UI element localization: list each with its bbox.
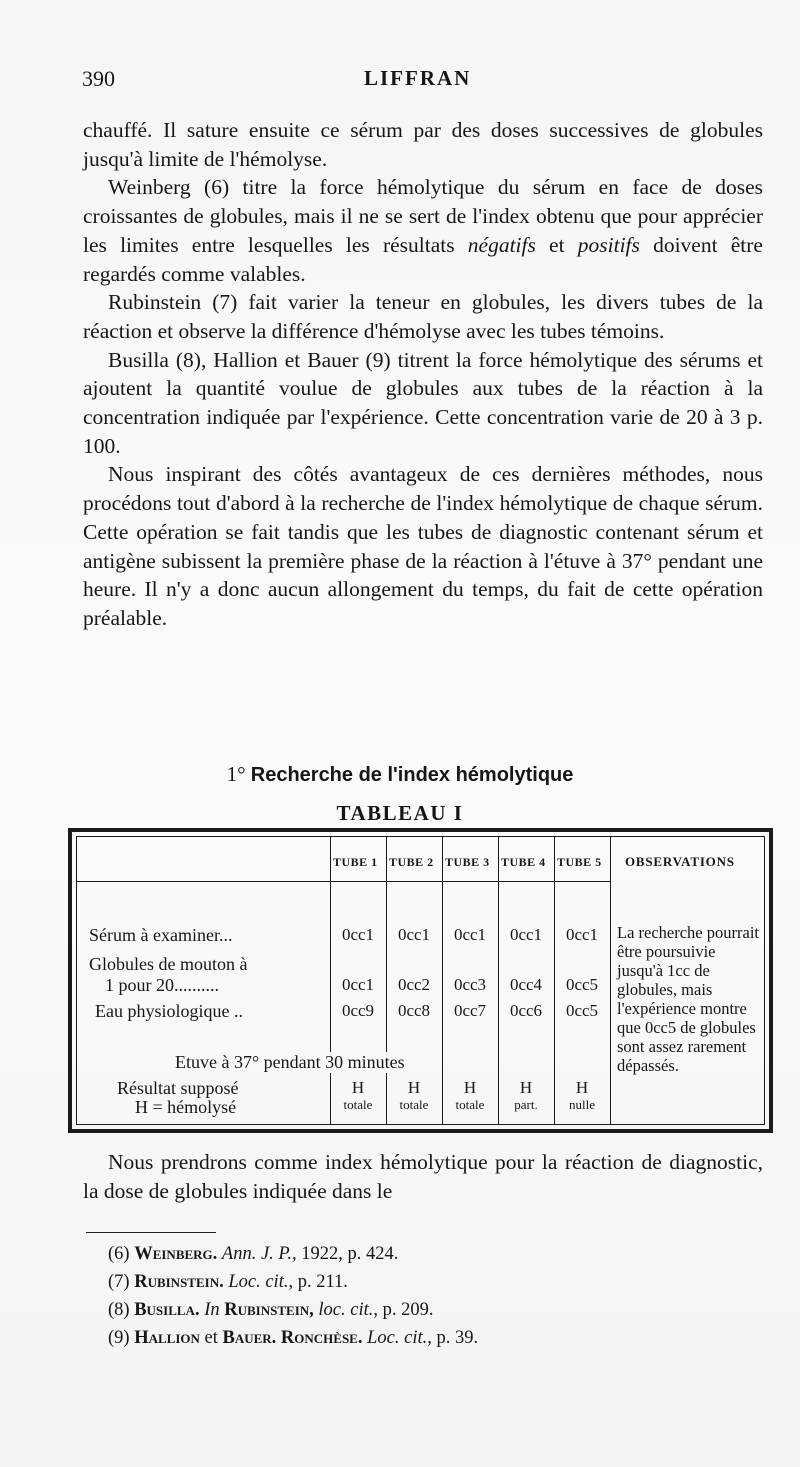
row-label-eau: Eau physiologique .. (95, 1001, 243, 1021)
table-cell: 0cc1 (341, 925, 375, 944)
table-cell: 0cc1 (565, 925, 599, 944)
paragraph-closing: Nous prendrons comme index hémolytique pour la réaction de diagnostic, la dose de globules indiquée dans le (83, 1150, 763, 1203)
header-observations: OBSERVATIONS (625, 854, 735, 869)
header-tube-4: TUBE 4 (501, 855, 546, 869)
table-cell: 0cc4 (509, 975, 543, 994)
section-title: 1° Recherche de l'index hémolytique (226, 762, 574, 786)
table-cell: 0cc1 (453, 925, 487, 944)
result-cell: H totale (455, 1078, 485, 1112)
table-cell: 0cc3 (453, 975, 487, 994)
footnote-rule (86, 1232, 216, 1233)
row-label-serum: Sérum à examiner... (89, 925, 233, 945)
table-cell: 0cc5 (565, 1001, 599, 1020)
result-label: Résultat supposé (117, 1078, 239, 1098)
paragraph-weinberg: Weinberg (6) titre la force hémolytique du sérum en face de doses croissantes de globules, mais il ne se sert de l'index obtenu que pour apprécier les limites entre lesquelles les résultats négatifs et positifs doivent être regardés comme valables. (83, 175, 763, 286)
page-header (82, 66, 772, 96)
body-text-bottom (83, 1148, 763, 1205)
row-label-globules: Globules de mouton à (89, 954, 248, 974)
footnote: (7) Rubinstein. Loc. cit., p. 211. (108, 1272, 348, 1292)
footnotes (108, 1240, 748, 1352)
table-cell: 0cc5 (565, 975, 599, 994)
table-cell: 0cc6 (509, 1001, 543, 1020)
paragraph-rubinstein: Rubinstein (7) fait varier la teneur en globules, les divers tubes de la réaction et observe la différence d'hémolyse avec les tubes témoins. (83, 290, 763, 343)
footnote: (9) Hallion et Bauer. Ronchèse. Loc. cit., p. 39. (108, 1328, 479, 1348)
running-head: LIFFRAN (364, 66, 472, 90)
data-table (68, 828, 773, 1133)
row-label-globules-2: 1 pour 20.......... (105, 975, 219, 995)
paragraph-method: Nous inspirant des côtés avantageux de ces dernières méthodes, nous procédons tout d'abord à la recherche de l'index hémolytique de chaque sérum. Cette opération se fait tandis que les tubes de diagnostic contenant sérum et antigène subissent la première phase de la réaction à l'étuve à 37° pendant une heure. Il n'y a donc aucun allongement du temps, du fait de cette opération préalable. (83, 462, 763, 630)
result-cell: H nulle (569, 1078, 595, 1112)
table-title: TABLEAU I (336, 801, 464, 825)
result-cell: H part. (514, 1078, 538, 1112)
observations-text: La recherche pourrait être poursuivie jusqu'à 1cc de globules, mais l'expérience montre que 0cc5 de globules sont assez rarement dépassés. (617, 923, 759, 1075)
header-tube-2: TUBE 2 (389, 855, 434, 869)
footnote: (6) Weinberg. Ann. J. P., 1922, p. 424. (108, 1244, 399, 1264)
result-cell: H totale (343, 1078, 373, 1112)
header-tube-5: TUBE 5 (557, 855, 602, 869)
paragraph-continued: chauffé. Il sature ensuite ce sérum par des doses successives de globules jusqu'à limite de l'hémolyse. (83, 118, 763, 171)
table-cell: 0cc8 (397, 1001, 431, 1020)
table-cell: 0cc9 (341, 1001, 375, 1020)
header-tube-1: TUBE 1 (333, 855, 378, 869)
body-text-top (83, 116, 763, 633)
table-cell: 0cc1 (509, 925, 543, 944)
result-cell: H totale (399, 1078, 429, 1112)
etuve-row: Etuve à 37° pendant 30 minutes (172, 1052, 408, 1073)
table-cell: 0cc1 (341, 975, 375, 994)
header-tube-3: TUBE 3 (445, 855, 490, 869)
paragraph-busilla: Busilla (8), Hallion et Bauer (9) titrent la force hémolytique des sérums et ajoutent la quantité voulue de globules aux tubes de la réaction à la concentration indiquée par l'expérience. Cette concentration varie de 20 à 3 p. 100. (83, 347, 763, 458)
page-number: 390 (82, 66, 115, 91)
result-label-legend: H = hémolysé (135, 1097, 237, 1117)
footnote: (8) Busilla. In Rubinstein, loc. cit., p. 209. (108, 1300, 434, 1320)
table-cell: 0cc2 (397, 975, 431, 994)
table-cell: 0cc1 (397, 925, 431, 944)
table-cell: 0cc7 (453, 1001, 487, 1020)
